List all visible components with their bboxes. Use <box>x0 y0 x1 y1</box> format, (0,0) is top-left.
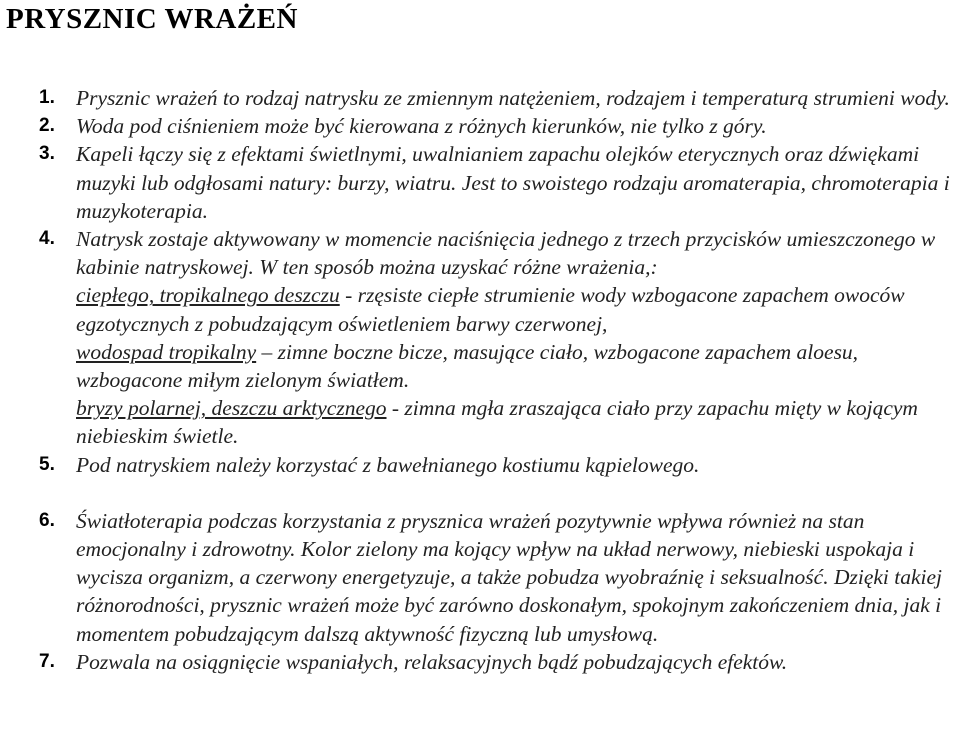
item-number: 1. <box>39 87 55 108</box>
item-text: Woda pod ciśnieniem może być kierowana z różnych kierunków, nie tylko z góry. <box>76 114 767 139</box>
spacer <box>0 479 960 507</box>
list-item-7 <box>0 648 960 676</box>
item-text <box>76 225 960 451</box>
option-desc-tropical-rain: - rzęsiste ciepłe strumienie wody wzbogacone zapachem owoców egzotycznych z pobudzającym oświetleniem barwy czerwonej, <box>76 283 905 336</box>
item-number: 6. <box>39 509 55 531</box>
page-title: PRYSZNIC WRAŻEŃ <box>6 3 298 35</box>
option-desc-tropical-waterfall: – zimne boczne bicze, masujące ciało, wzbogacone zapachem aloesu, wzbogacone miłym zielonym światłem. <box>76 339 859 393</box>
item-text: Światłoterapia podczas korzystania z prysznica wrażeń pozytywnie wpływa również na stan emocjonalny i zdrowotny. Kolor zielony ma kojący wpływ na układ nerwowy, niebieski uspokaja i wycisza organizm, a czerwony energetyzuje, a także pobudza wyobraźnię i seksualność. Dzięki takiej różnorodności, prysznic wrażeń może być zarówno doskonałym, spokojnym zakończeniem dnia, jak i momentem pobudzającym dalszą aktywność fizyczną lub umysłową. <box>76 508 943 646</box>
item-text: Kapeli łączy się z efektami świetlnymi, uwalnianiem zapachu olejków eterycznych oraz dźwiękami muzyki lub odgłosami natury: burzy, wiatru. Jest to swoistego rodzaju aromaterapia, chromoterapia i muzykoterapia. <box>76 142 950 223</box>
item-text: Pod natryskiem należy korzystać z bawełnianego kostiumu kąpielowego. <box>76 452 700 477</box>
list-item-5 <box>0 451 960 479</box>
item-number: 5. <box>39 453 55 475</box>
option-name-tropical-waterfall: wodospad tropikalny <box>76 339 257 364</box>
item-number: 7. <box>39 650 55 672</box>
option-desc-polar-breeze: - zimna mgła zraszająca ciało przy zapachu mięty w kojącym niebieskim świetle. <box>76 396 918 449</box>
option-name-tropical-rain: ciepłego, tropikalnego deszczu <box>76 283 340 308</box>
list-item-4 <box>0 225 960 451</box>
list-item-6 <box>0 507 960 648</box>
numbered-list <box>0 84 960 676</box>
list-item-3 <box>0 140 960 225</box>
item-text: Prysznic wrażeń to rodzaj natrysku ze zmiennym natężeniem, rodzajem i temperaturą strumieni wody. <box>76 86 950 110</box>
list-item-2 <box>0 112 960 140</box>
option-name-polar-breeze: bryzy polarnej, deszczu arktycznego <box>76 396 387 421</box>
item-text: Pozwala na osiągnięcie wspaniałych, relaksacyjnych bądź pobudzających efektów. <box>76 649 788 674</box>
item-number: 4. <box>39 228 55 250</box>
item-number: 3. <box>39 143 55 165</box>
item-number: 2. <box>39 115 55 137</box>
list-item-1 <box>0 84 960 112</box>
item-intro: Natrysk zostaje aktywowany w momencie naciśnięcia jednego z trzech przycisków umieszczonego w kabinie natryskowej. W ten sposób można uzyskać różne wrażenia,: <box>76 227 936 280</box>
